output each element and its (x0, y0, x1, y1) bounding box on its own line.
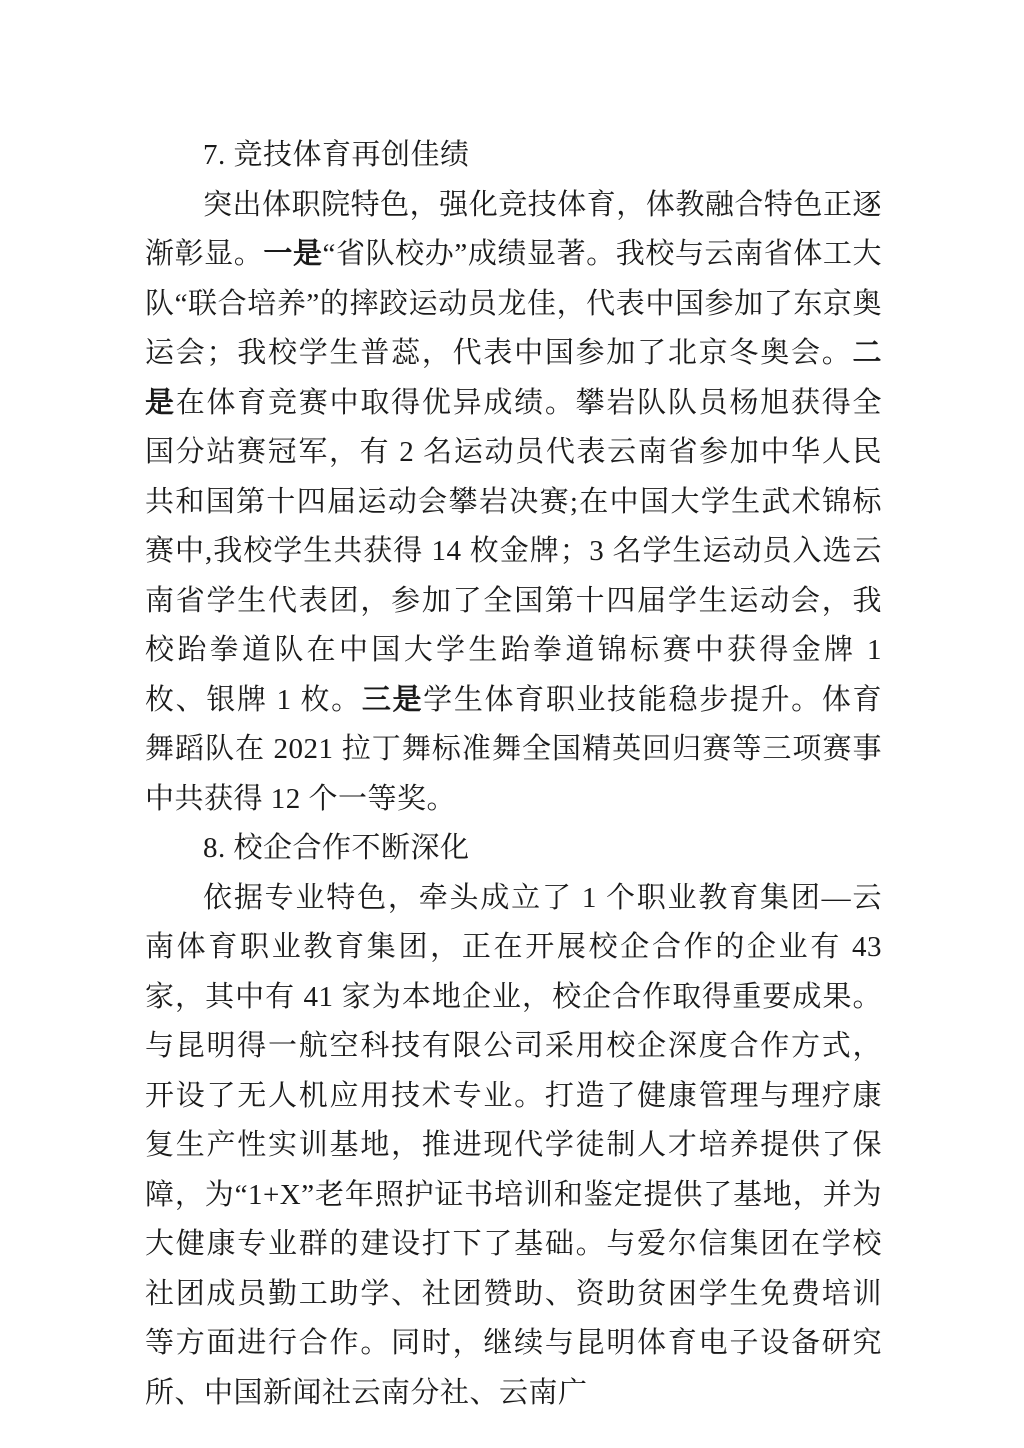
text-run: 7. 竞技体育再创佳绩 (203, 139, 470, 171)
text-run: 在体育竞赛中取得优异成绩。攀岩队队员杨旭获得全国分站赛冠军，有 2 名运动员代表云南省参加中华人民共和国第十四届运动会攀岩决赛;在中国大学生武术锦标赛中,我校学生共获得 14 枚金牌；3 名学生运动员入选云南省学生代表团，参加了全国第十四届学生运动会，我校跆拳道队在中国大学生跆拳道锦标赛中获得金牌 1 枚、银牌 1 枚。 (145, 386, 882, 716)
body-paragraph (145, 181, 882, 825)
text-run: 8. 校企合作不断深化 (203, 832, 470, 864)
section-heading (145, 131, 882, 181)
bold-text-run: 三是 (361, 683, 424, 716)
text-run: 学生体育职业技能稳步提升。体育舞蹈队在 2021 拉丁舞标准舞全国精英回归赛等三项赛事中共获得 12 个一等奖。 (145, 683, 882, 815)
body-paragraph (145, 874, 882, 1419)
text-run: 突出体职院特色，强化竞技体育，体教融合特色正逐渐彰显。 (145, 188, 882, 270)
text-run: “省队校办”成绩显著。我校与云南省体工大队“联合培养”的摔跤运动员龙佳，代表中国参加了东京奥运会；我校学生普蕊，代表中国参加了北京冬奥会。 (145, 238, 882, 369)
document-content (145, 131, 882, 1418)
text-run: 依据专业特色，牵头成立了 1 个职业教育集团—云南体育职业教育集团，正在开展校企合作的企业有 43 家，其中有 41 家为本地企业，校企合作取得重要成果。与昆明得一航空科技有限公司采用校企深度合作方式，开设了无人机应用技术专业。打造了健康管理与理疗康复生产性实训基地，推进现代学徒制人才培养提供了保障，为“1+X”老年照护证书培训和鉴定提供了基地，并为大健康专业群的建设打下了基础。与爱尔信集团在学校社团成员勤工助学、社团赞助、资助贫困学生免费培训等方面进行合作。同时，继续与昆明体育电子设备研究所、中国新闻社云南分社、云南广 (145, 881, 882, 1409)
section-heading (145, 824, 882, 874)
bold-text-run: 一是 (263, 238, 323, 270)
bold-text-run: 二是 (145, 337, 882, 419)
